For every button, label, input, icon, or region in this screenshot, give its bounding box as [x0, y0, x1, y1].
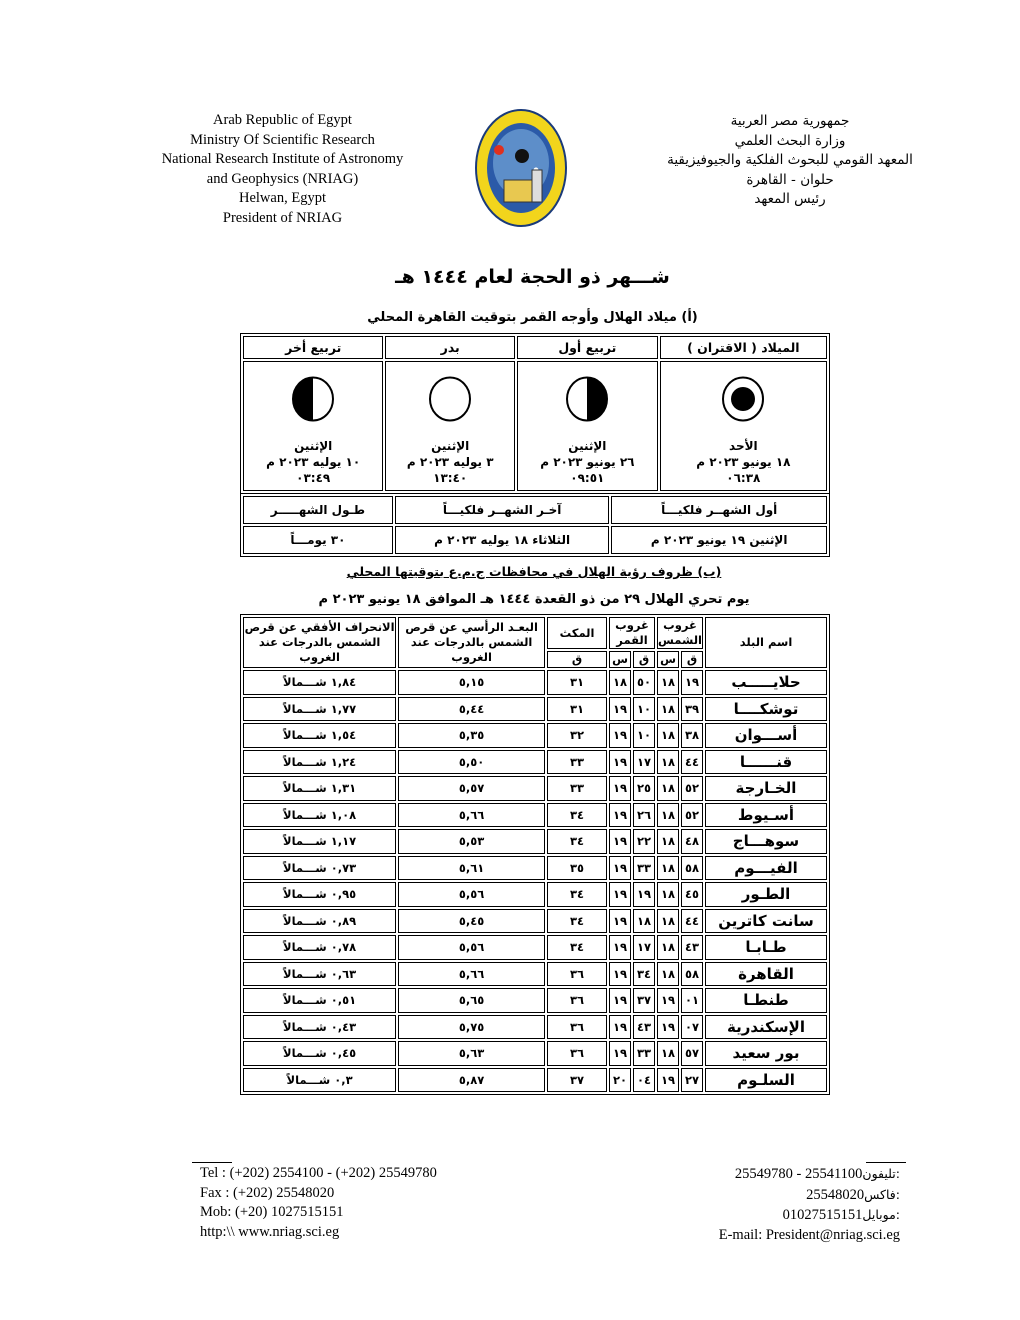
- sunset-minute: ٤٤: [681, 750, 703, 775]
- letterhead-line: المعهد القومي للبحوث الفلكية والجيوفيزيقية: [667, 152, 913, 168]
- phase-header: الميلاد ( الاقتران ): [660, 336, 827, 359]
- phase-date: ٣ يوليه ٢٠٢٣ م: [406, 455, 494, 469]
- city-name: أسـيوط: [705, 803, 827, 828]
- phase-header: بدر: [385, 336, 515, 359]
- sunset-minute: ٠١: [681, 988, 703, 1013]
- azimuth-value: ٠,٤٥ شـــمالاً: [243, 1041, 396, 1066]
- city-name: السلـوم: [705, 1068, 827, 1093]
- altitude-value: ٥,٥٦: [398, 882, 545, 907]
- city-name: الخـارجة: [705, 776, 827, 801]
- moonset-hour: ٢٠: [609, 1068, 631, 1093]
- moonset-minute: ٢٦: [633, 803, 655, 828]
- city-name: طـابـا: [705, 935, 827, 960]
- altitude-value: ٥,٥٧: [398, 776, 545, 801]
- sunset-minute: ٢٧: [681, 1068, 703, 1093]
- month-length-table: [240, 493, 830, 557]
- moonset-hour: ١٩: [609, 776, 631, 801]
- azimuth-value: ٠,٨٩ شـــمالاً: [243, 909, 396, 934]
- month-end-value: الثلاثاء ١٨ يوليه ٢٠٢٣ م: [395, 526, 610, 554]
- sunset-minute: ٠٧: [681, 1015, 703, 1040]
- footer-divider: [192, 1162, 232, 1163]
- altitude-value: ٥,٦٣: [398, 1041, 545, 1066]
- city-name: حلايـــــب: [705, 670, 827, 695]
- lag-minutes: ٣٦: [547, 1041, 607, 1066]
- letterhead-line: Helwan, Egypt: [239, 190, 326, 206]
- section-b-title: (ب) ظروف رؤية الهلال في محافظات ج.م.ع بتوقيتها المحلي: [346, 564, 722, 579]
- city-name: الإسكندرية: [705, 1015, 827, 1040]
- moonset-minute: ٣٧: [633, 988, 655, 1013]
- moonset-hour: ١٩: [609, 882, 631, 907]
- sunset-minute: ٥٧: [681, 1041, 703, 1066]
- moonset-minute: ١٨: [633, 909, 655, 934]
- city-name: أســـوان: [705, 723, 827, 748]
- moon-phases-table: [240, 333, 830, 494]
- footer-fax-label: فاكس:: [864, 1186, 900, 1202]
- moonset-hour: ١٩: [609, 856, 631, 881]
- first-quarter-icon: [564, 376, 610, 422]
- moonset-minute: ١٧: [633, 935, 655, 960]
- azimuth-value: ٠,٣ شـــمالاً: [243, 1068, 396, 1093]
- table-row: [243, 935, 827, 960]
- altitude-value: ٥,٦١: [398, 856, 545, 881]
- moonset-minute: ٥٠: [633, 670, 655, 695]
- letterhead-line: Ministry Of Scientific Research: [190, 131, 375, 148]
- moonset-minute: ٣٣: [633, 856, 655, 881]
- table-row: [243, 882, 827, 907]
- moonset-minute: ١٩: [633, 882, 655, 907]
- page-title: شـــهر ذو الحجة لعام ١٤٤٤ هـ: [395, 266, 670, 288]
- phase-time: ٠٣:٤٩: [296, 471, 331, 485]
- table-row: [243, 723, 827, 748]
- minute-subheader: ق: [681, 651, 703, 668]
- last-quarter-icon: [290, 376, 336, 422]
- city-name: بور سعيد: [705, 1041, 827, 1066]
- footer-mob-value: 01027515151: [782, 1207, 863, 1223]
- table-row: [243, 1068, 827, 1093]
- full-moon-icon: [427, 376, 473, 422]
- azimuth-value: ٠,٦٣ شـــمالاً: [243, 962, 396, 987]
- sunset-minute: ٥٢: [681, 776, 703, 801]
- sunset-minute: ٤٤: [681, 909, 703, 934]
- arabic-letterhead: [640, 112, 940, 210]
- altitude-value: ٥,٤٤: [398, 697, 545, 722]
- sunset-minute: ٥٨: [681, 962, 703, 987]
- sunset-hour: ١٨: [657, 962, 679, 987]
- sunset-hour: ١٨: [657, 697, 679, 722]
- altitude-value: ٥,٥٠: [398, 750, 545, 775]
- table-row: [243, 670, 827, 695]
- azimuth-value: ٠,٧٨ شـــمالاً: [243, 935, 396, 960]
- footer-fax-value: 25548020: [806, 1186, 865, 1203]
- footer-tel-value: 25549780 - 25541100: [734, 1166, 863, 1182]
- lag-minutes: ٣٤: [547, 803, 607, 828]
- letterhead-line: National Research Institute of Astronomy: [161, 151, 404, 167]
- letterhead-line: جمهورية مصر العربية: [730, 113, 850, 129]
- moonset-minute: ٤٣: [633, 1015, 655, 1040]
- azimuth-value: ١,٣١ شـــمالاً: [243, 776, 396, 801]
- footer-email-link[interactable]: E-mail: President@nriag.sci.eg: [718, 1226, 900, 1243]
- phase-day: الإثنين: [294, 439, 333, 453]
- sunset-minute: ٣٨: [681, 723, 703, 748]
- phase-time: ٠٦:٣٨: [726, 471, 761, 485]
- sunset-hour: ١٨: [657, 776, 679, 801]
- sunset-hour: ١٩: [657, 1068, 679, 1093]
- footer-divider: [866, 1162, 906, 1163]
- phase-day: الأحد: [729, 439, 758, 453]
- table-row: [243, 803, 827, 828]
- azimuth-value: ١,٧٧ شـــمالاً: [243, 697, 396, 722]
- altitude-value: ٥,٥٦: [398, 935, 545, 960]
- sunset-hour: ١٨: [657, 1041, 679, 1066]
- letterhead-line: وزارة البحث العلمي: [734, 132, 846, 149]
- lag-minutes: ٣٣: [547, 750, 607, 775]
- month-end-header: آخـر الشهــر فلكيـــاً: [395, 496, 610, 524]
- section-b-subtitle: يوم تحري الهلال ٢٩ من ذو القعدة ١٤٤٤ هـ الموافق ١٨ يونيو ٢٠٢٣ م: [318, 592, 750, 607]
- phase-header: تربيع أول: [517, 336, 658, 359]
- phase-day: الإثنين: [431, 439, 470, 453]
- moonset-header: غروب القمر: [609, 617, 655, 649]
- phase-date: ١٨ يونيو ٢٠٢٣ م: [696, 455, 791, 469]
- city-name: توشكــــا: [705, 697, 827, 722]
- phase-time: ١٣:٤٠: [433, 471, 468, 485]
- table-row: [243, 988, 827, 1013]
- footer-contact-ar: [719, 1164, 900, 1245]
- phase-cell: [517, 361, 658, 491]
- footer-fax: Fax : (+202) 25548020: [200, 1184, 335, 1201]
- city-name: سوهـــاج: [705, 829, 827, 854]
- month-start-value: الإثنين ١٩ يونيو ٢٠٢٣ م: [611, 526, 827, 554]
- phase-time: ٠٩:٥١: [570, 471, 605, 485]
- sunset-minute: ٤٥: [681, 882, 703, 907]
- lag-minutes: ٣٥: [547, 856, 607, 881]
- lag-minutes: ٣٤: [547, 882, 607, 907]
- lag-minutes: ٣٢: [547, 723, 607, 748]
- table-row: [243, 1015, 827, 1040]
- moonset-hour: ١٩: [609, 909, 631, 934]
- footer-mob-label: موبايل:: [862, 1207, 900, 1222]
- moonset-hour: ١٩: [609, 750, 631, 775]
- hour-subheader: س: [609, 651, 631, 668]
- moonset-hour: ١٩: [609, 723, 631, 748]
- sunset-hour: ١٨: [657, 829, 679, 854]
- city-name: الطـور: [705, 882, 827, 907]
- sunset-minute: ١٩: [681, 670, 703, 695]
- sunset-hour: ١٨: [657, 803, 679, 828]
- letterhead-line: حلوان - القاهرة: [746, 171, 834, 188]
- altitude-value: ٥,١٥: [398, 670, 545, 695]
- moonset-hour: ١٩: [609, 803, 631, 828]
- azimuth-header: الانحراف الأفقي عن قرص الشمس بالدرجات عند الغروب: [243, 617, 396, 668]
- azimuth-value: ١,٥٤ شـــمالاً: [243, 723, 396, 748]
- lag-minutes: ٣٣: [547, 776, 607, 801]
- lag-minutes: ٣٤: [547, 909, 607, 934]
- footer-contact-en: [200, 1164, 437, 1242]
- altitude-value: ٥,٦٥: [398, 988, 545, 1013]
- footer-tel-label: تليفون:: [862, 1166, 900, 1181]
- phase-cell: [243, 361, 383, 491]
- moonset-hour: ١٩: [609, 829, 631, 854]
- lag-minutes: ٣١: [547, 670, 607, 695]
- footer-mob: Mob: (+20) 1027515151: [200, 1204, 344, 1220]
- altitude-value: ٥,٦٦: [398, 962, 545, 987]
- moonset-hour: ١٨: [609, 670, 631, 695]
- azimuth-value: ١,١٧ شـــمالاً: [243, 829, 396, 854]
- moonset-minute: ٣٣: [633, 1041, 655, 1066]
- moonset-minute: ١٧: [633, 750, 655, 775]
- sunset-hour: ١٨: [657, 935, 679, 960]
- lag-minutes: ٣٦: [547, 962, 607, 987]
- city-name: الفيـــوم: [705, 856, 827, 881]
- table-row: [243, 776, 827, 801]
- sunset-hour: ١٨: [657, 750, 679, 775]
- altitude-value: ٥,٥٣: [398, 829, 545, 854]
- table-row: [243, 962, 827, 987]
- moonset-hour: ١٩: [609, 962, 631, 987]
- sunset-minute: ٤٣: [681, 935, 703, 960]
- city-name: طنطـا: [705, 988, 827, 1013]
- sunset-header: غروب الشمس: [658, 618, 702, 647]
- azimuth-value: ١,٠٨ شـــمالاً: [243, 803, 396, 828]
- sunset-minute: ٣٩: [681, 697, 703, 722]
- phase-date: ٢٦ يونيو ٢٠٢٣ م: [540, 455, 635, 469]
- section-a-title: (أ) ميلاد الهلال وأوجه القمر بتوقيت القاهرة المحلي: [367, 310, 698, 325]
- moonset-minute: ٣٤: [633, 962, 655, 987]
- azimuth-value: ٠,٤٣ شـــمالاً: [243, 1015, 396, 1040]
- moonset-minute: ٠٤: [633, 1068, 655, 1093]
- moonset-hour: ١٩: [609, 1041, 631, 1066]
- moonset-hour: ١٩: [609, 1015, 631, 1040]
- table-row: [243, 1041, 827, 1066]
- sunset-minute: ٥٢: [681, 803, 703, 828]
- table-row: [243, 909, 827, 934]
- table-row: [243, 697, 827, 722]
- sunset-minute: ٤٨: [681, 829, 703, 854]
- azimuth-value: ٠,٥١ شـــمالاً: [243, 988, 396, 1013]
- moonset-minute: ١٠: [633, 723, 655, 748]
- lag-minutes: ٣٦: [547, 988, 607, 1013]
- sunset-hour: ١٨: [657, 856, 679, 881]
- letterhead-line: President of NRIAG: [222, 209, 343, 226]
- moonset-hour: ١٩: [609, 935, 631, 960]
- azimuth-value: ٠,٩٥ شـــمالاً: [243, 882, 396, 907]
- azimuth-value: ٠,٧٣ شـــمالاً: [243, 856, 396, 881]
- moonset-hour: ١٩: [609, 697, 631, 722]
- city-name: قنــــــا: [705, 750, 827, 775]
- table-row: [243, 856, 827, 881]
- lag-minutes: ٣٤: [547, 935, 607, 960]
- sunset-hour: ١٨: [657, 882, 679, 907]
- altitude-value: ٥,٧٥: [398, 1015, 545, 1040]
- lag-minutes: ٣١: [547, 697, 607, 722]
- city-header: اسم البلد: [705, 617, 827, 668]
- minute-subheader: ق: [547, 651, 607, 668]
- sunset-minute: ٥٨: [681, 856, 703, 881]
- hour-subheader: س: [657, 651, 679, 668]
- lag-header: المكث: [547, 617, 607, 649]
- altitude-value: ٥,٤٥: [398, 909, 545, 934]
- phase-cell: [660, 361, 827, 491]
- azimuth-value: ١,٢٤ شـــمالاً: [243, 750, 396, 775]
- moonset-hour: ١٩: [609, 988, 631, 1013]
- altitude-value: ٥,٣٥: [398, 723, 545, 748]
- month-length-value: ٣٠ يومـــاً: [243, 526, 393, 554]
- phase-date: ١٠ يوليه ٢٠٢٣ م: [266, 455, 361, 469]
- moonset-minute: ٢٢: [633, 829, 655, 854]
- city-name: سانت كاترين: [705, 909, 827, 934]
- sunset-hour: ١٩: [657, 1015, 679, 1040]
- month-length-header: طـول الشهـــــر: [243, 496, 393, 524]
- altitude-value: ٥,٨٧: [398, 1068, 545, 1093]
- lag-minutes: ٣٤: [547, 829, 607, 854]
- month-start-header: أول الشهــر فلكيـــاً: [611, 496, 827, 524]
- altitude-header: البعـد الرأسي عن قرص الشمس بالدرجات عند الغروب: [398, 617, 545, 668]
- moonset-minute: ٢٥: [633, 776, 655, 801]
- lag-minutes: ٣٦: [547, 1015, 607, 1040]
- letterhead-line: and Geophysics (NRIAG): [206, 170, 359, 187]
- minute-subheader: ق: [633, 651, 655, 668]
- footer-tel: Tel : (+202) 2554100 - (+202) 25549780: [200, 1165, 437, 1181]
- table-row: [243, 829, 827, 854]
- lag-minutes: ٣٧: [547, 1068, 607, 1093]
- phase-header: تربيع أخر: [243, 336, 383, 359]
- letterhead-line: رئيس المعهد: [754, 191, 826, 207]
- sunset-hour: ١٨: [657, 723, 679, 748]
- nriag-logo-icon: [474, 108, 568, 228]
- city-name: القاهرة: [705, 962, 827, 987]
- sunset-hour: ١٨: [657, 670, 679, 695]
- phase-day: الإثنين: [568, 439, 607, 453]
- phase-cell: [385, 361, 515, 491]
- footer-website-link[interactable]: http:\\ www.nriag.sci.eg: [200, 1223, 340, 1240]
- sunset-hour: ١٩: [657, 988, 679, 1013]
- new-moon-icon: [720, 376, 766, 422]
- letterhead-line: Arab Republic of Egypt: [213, 112, 352, 128]
- azimuth-value: ١,٨٤ شـــمالاً: [243, 670, 396, 695]
- altitude-value: ٥,٦٦: [398, 803, 545, 828]
- moonset-minute: ١٠: [633, 697, 655, 722]
- english-letterhead: [130, 111, 435, 228]
- crescent-visibility-table: [240, 614, 830, 1095]
- table-row: [243, 750, 827, 775]
- sunset-hour: ١٨: [657, 909, 679, 934]
